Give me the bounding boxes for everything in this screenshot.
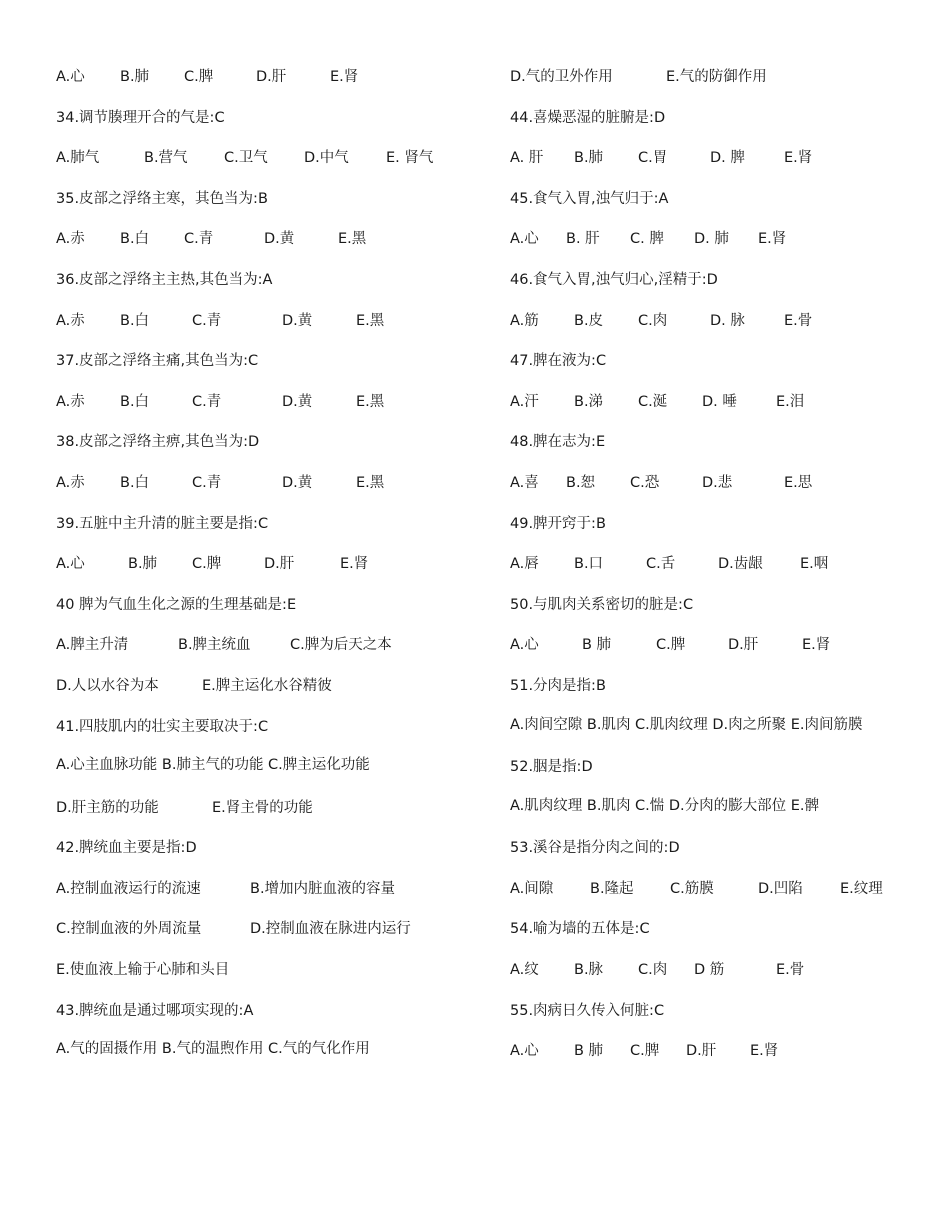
answer-option: D.肝 [264, 556, 295, 573]
question-line: 51.分肉是指:B [510, 677, 606, 694]
options-line [56, 66, 456, 107]
answer-option: C.恐 [630, 474, 660, 491]
answer-option: C.青 [184, 231, 214, 248]
answer-option: B.脾主统血 [178, 637, 251, 654]
question-line: 50.与肌肉关系密切的脏是:C [510, 596, 694, 613]
options-line [56, 918, 456, 959]
answer-option: D. 唾 [702, 393, 737, 410]
question-line: 44.喜燥恶湿的脏腑是:D [510, 109, 666, 126]
options-line [510, 634, 910, 675]
answer-option: B.肺 [128, 556, 158, 573]
question-line: 38.皮部之浮络主痹,其色当为:D [56, 434, 260, 451]
answer-option: C. 脾 [630, 231, 664, 248]
answer-option: E.黑 [356, 474, 385, 491]
question-line: 45.食气入胃,浊气归于:A [510, 190, 669, 207]
answer-option: A.肺气 [56, 150, 100, 167]
answer-option: C.脾 [192, 556, 222, 573]
answer-option: E.黑 [356, 312, 385, 329]
answer-option: B.白 [120, 312, 150, 329]
answer-option: D.中气 [304, 150, 349, 167]
question-line: 53.溪谷是指分肉之间的:D [510, 840, 680, 857]
answer-option: D.黄 [282, 393, 313, 410]
answer-option: B.增加内脏血液的容量 [250, 880, 396, 897]
question-line: 36.皮部之浮络主主热,其色当为:A [56, 271, 273, 288]
question-line: 37.皮部之浮络主痛,其色当为:C [56, 353, 259, 370]
answer-option: C.筋膜 [670, 880, 714, 897]
answer-option: C.脾 [630, 1043, 660, 1060]
answer-option: A.赤 [56, 393, 85, 410]
answer-option: B.白 [120, 231, 150, 248]
answer-option: D.黄 [282, 474, 313, 491]
answer-option: C.青 [192, 312, 222, 329]
answer-option: C.胃 [638, 150, 668, 167]
answer-option: A. 肝 [510, 150, 544, 167]
answer-option: A.喜 [510, 474, 539, 491]
answer-option: B.皮 [574, 312, 604, 329]
answer-option: E.泪 [776, 393, 805, 410]
answer-option: D.控制血液在脉进内运行 [250, 921, 411, 938]
answer-option: A.心 [56, 556, 85, 573]
answer-option: E. 肾气 [386, 150, 434, 167]
answer-option: E.纹理 [840, 880, 883, 897]
answer-option: B.白 [120, 393, 150, 410]
answer-option: D.悲 [702, 474, 733, 491]
answer-option: A.脾主升清 [56, 637, 129, 654]
answer-option: A.赤 [56, 474, 85, 491]
answer-option: B.恕 [566, 474, 596, 491]
answer-option: A.赤 [56, 312, 85, 329]
answer-option: C.舌 [646, 556, 676, 573]
answer-option: A.心 [510, 231, 539, 248]
options-line: A.心主血脉功能 B.肺主气的功能 C.脾主运化功能 [56, 757, 370, 774]
answer-option: D.气的卫外作用 [510, 69, 613, 85]
answer-option: B 肺 [574, 1043, 604, 1060]
answer-option: D.肝 [686, 1043, 717, 1060]
answer-option: D. 脾 [710, 150, 745, 167]
options-line [56, 553, 456, 594]
options-line: A.气的固摄作用 B.气的温煦作用 C.气的气化作用 [56, 1041, 370, 1058]
question-line: 48.脾在志为:E [510, 434, 606, 451]
answer-option: E.骨 [776, 962, 805, 979]
answer-option: D.黄 [264, 231, 295, 248]
question-line: 47.脾在液为:C [510, 353, 607, 370]
options-line [56, 634, 456, 675]
answer-option: C.脾 [656, 637, 686, 654]
question-line: 42.脾统血主要是指:D [56, 840, 197, 857]
answer-option: B.肺 [574, 150, 604, 167]
answer-option: C.青 [192, 393, 222, 410]
options-line [510, 878, 910, 919]
answer-option: A.纹 [510, 962, 539, 979]
answer-option: A.赤 [56, 231, 85, 248]
question-line: 34.调节腠理开合的气是:C [56, 109, 225, 126]
answer-option: B.涕 [574, 393, 604, 410]
question-line: 35.皮部之浮络主寒，其色当为:B [56, 190, 268, 207]
answer-option: A.心 [56, 69, 85, 85]
options-line [510, 228, 910, 269]
answer-option: E.思 [784, 474, 813, 491]
question-line: E.使血液上输于心肺和头目 [56, 962, 230, 979]
answer-option: C.肉 [638, 312, 668, 329]
options-line [510, 310, 910, 351]
options-line [56, 147, 456, 188]
options-line [56, 797, 456, 838]
answer-option: B.隆起 [590, 880, 634, 897]
answer-option: D.肝 [256, 69, 287, 85]
question-line: 40 脾为气血生化之源的生理基础是:E [56, 596, 297, 613]
options-line [510, 66, 910, 107]
options-line [510, 472, 910, 513]
answer-option: E.肾 [330, 69, 359, 85]
answer-option: D.肝主筋的功能 [56, 799, 159, 816]
options-line [56, 391, 456, 432]
answer-option: D 筋 [694, 962, 725, 979]
answer-option: B.脉 [574, 962, 604, 979]
options-line: A.肉间空隙 B.肌肉 C.肌肉纹理 D.肉之所聚 E.肉间筋膜 [510, 716, 863, 733]
answer-option: C.青 [192, 474, 222, 491]
answer-option: D.人以水谷为本 [56, 677, 159, 694]
question-line: 52.胭是指:D [510, 759, 593, 776]
options-line [56, 310, 456, 351]
answer-option: A.心 [510, 637, 539, 654]
answer-option: A.唇 [510, 556, 539, 573]
answer-option: C.肉 [638, 962, 668, 979]
answer-option: A.控制血液运行的流速 [56, 880, 201, 897]
answer-option: D. 肺 [694, 231, 729, 248]
answer-option: E.肾 [340, 556, 369, 573]
answer-option: E.咽 [800, 556, 829, 573]
options-line [510, 391, 910, 432]
answer-option: E.黑 [356, 393, 385, 410]
answer-option: E.肾 [750, 1043, 779, 1060]
answer-option: A.汗 [510, 393, 539, 410]
answer-option: B.肺 [120, 69, 150, 85]
question-line: 43.脾统血是通过哪项实现的:A [56, 1002, 254, 1019]
question-line: 41.四肢肌内的壮实主要取决于:C [56, 718, 269, 735]
answer-option: E.肾 [802, 637, 831, 654]
question-line: 55.肉病日久传入何脏:C [510, 1002, 665, 1019]
left-column [56, 66, 456, 1081]
answer-option: E.气的防御作用 [666, 69, 767, 85]
question-line: 49.脾开窍于:B [510, 515, 606, 532]
answer-option: E.黑 [338, 231, 367, 248]
answer-option: D.黄 [282, 312, 313, 329]
answer-option: E.肾 [758, 231, 787, 248]
answer-option: D.齿龈 [718, 556, 763, 573]
answer-option: C.脾为后天之本 [290, 637, 392, 654]
answer-option: E.脾主运化水谷精彼 [202, 677, 332, 694]
options-line [510, 553, 910, 594]
answer-option: B. 肝 [566, 231, 600, 248]
options-line [510, 1040, 910, 1081]
answer-option: D.肝 [728, 637, 759, 654]
answer-option: C.控制血液的外周流量 [56, 921, 202, 938]
options-line [56, 472, 456, 513]
answer-option: A.筋 [510, 312, 539, 329]
answer-option: B.白 [120, 474, 150, 491]
answer-option: E.骨 [784, 312, 813, 329]
answer-option: B.营气 [144, 150, 188, 167]
options-line [510, 959, 910, 1000]
answer-option: A.间隙 [510, 880, 554, 897]
options-line [56, 675, 456, 716]
answer-option: E.肾 [784, 150, 813, 167]
answer-option: B.口 [574, 556, 604, 573]
answer-option: B 肺 [582, 637, 612, 654]
answer-option: A.心 [510, 1043, 539, 1060]
options-line [56, 228, 456, 269]
question-line: 39.五脏中主升清的脏主要是指:C [56, 515, 269, 532]
answer-option: C.涎 [638, 393, 668, 410]
question-line: 54.喻为墙的五体是:C [510, 921, 650, 938]
options-line [510, 147, 910, 188]
answer-option: C.脾 [184, 69, 214, 85]
answer-option: D.凹陷 [758, 880, 803, 897]
right-column [510, 66, 910, 1081]
answer-option: E.肾主骨的功能 [212, 799, 313, 816]
answer-option: D. 脉 [710, 312, 745, 329]
question-line: 46.食气入胃,浊气归心,淫精于:D [510, 271, 718, 288]
options-line [56, 878, 456, 919]
answer-option: C.卫气 [224, 150, 268, 167]
options-line: A.肌肉纹理 B.肌肉 C.惴 D.分肉的膨大部位 E.髀 [510, 797, 820, 814]
